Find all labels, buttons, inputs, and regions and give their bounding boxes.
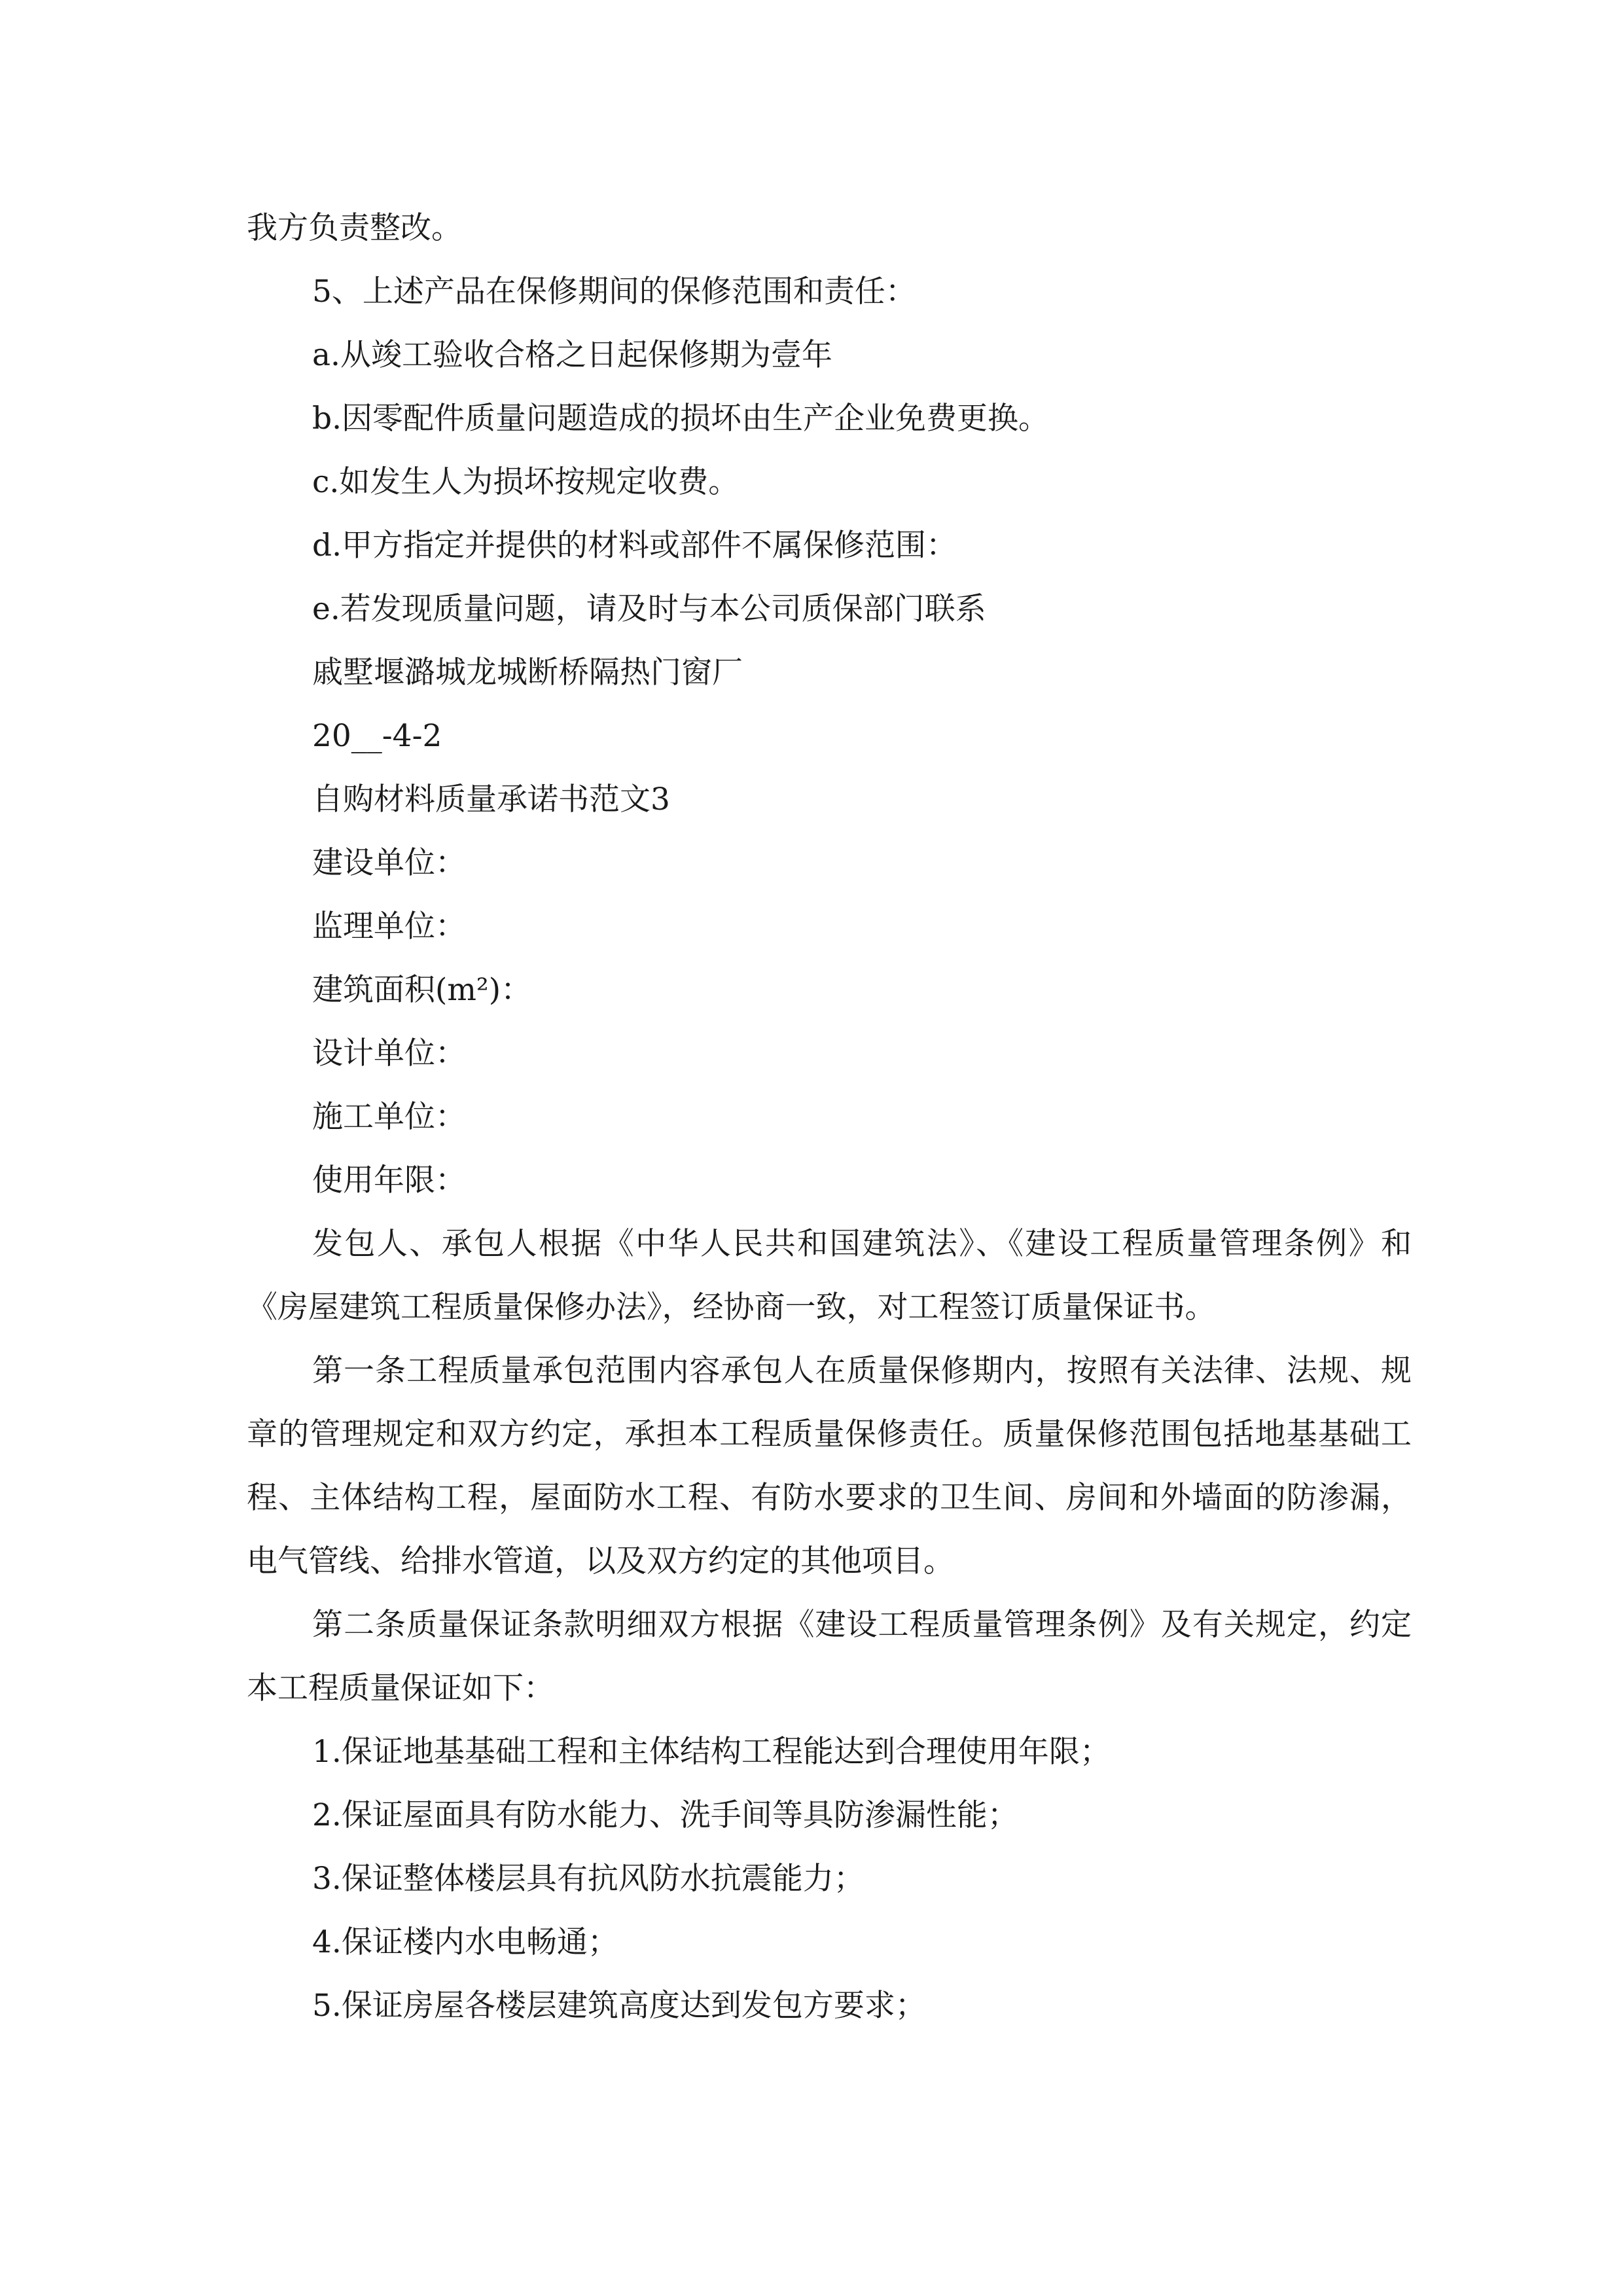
document-body — [247, 196, 1412, 2037]
field-design-unit: 设计单位： — [312, 1035, 466, 1071]
guarantee-item-5: 5.保证房屋各楼层建筑高度达到发包方要求； — [312, 1988, 926, 2024]
warranty-item-e: e.若发现质量问题，请及时与本公司质保部门联系 — [312, 591, 986, 627]
field-builder-unit: 施工单位： — [312, 1099, 466, 1135]
field-supervision-unit: 监理单位： — [312, 908, 466, 944]
guarantee-item-2: 2.保证屋面具有防水能力、洗手间等具防渗漏性能； — [312, 1797, 1018, 1833]
signature-date: 20__-4-2 — [312, 718, 442, 754]
field-construction-unit: 建设单位： — [312, 845, 466, 881]
guarantee-item-4: 4.保证楼内水电畅通； — [312, 1924, 618, 1960]
warranty-item-c: c.如发生人为损坏按规定收费。 — [312, 464, 740, 500]
section-title: 自购材料质量承诺书范文3 — [312, 781, 670, 817]
warranty-item-d: d.甲方指定并提供的材料或部件不属保修范围： — [312, 528, 957, 564]
field-building-area: 建筑面积(m²)： — [312, 972, 532, 1008]
text-line: 我方负责整改。 — [247, 210, 462, 246]
guarantee-item-3: 3.保证整体楼层具有抗风防水抗震能力； — [312, 1861, 865, 1897]
article-two-paragraph: 第二条质量保证条款明细双方根据《建设工程质量管理条例》及有关规定，约定本工程质量保证如下： — [247, 1607, 1412, 1706]
warranty-item-b: b.因零配件质量问题造成的损坏由生产企业免费更换。 — [312, 401, 1050, 437]
field-service-life: 使用年限： — [312, 1162, 466, 1198]
company-signature: 戚墅堰潞城龙城断桥隔热门窗厂 — [312, 655, 743, 691]
warranty-scope-heading: 5、上述产品在保修期间的保修范围和责任： — [312, 274, 916, 310]
warranty-item-a: a.从竣工验收合格之日起保修期为壹年 — [312, 337, 832, 373]
guarantee-item-1: 1.保证地基基础工程和主体结构工程能达到合理使用年限； — [312, 1734, 1111, 1770]
article-one-paragraph: 第一条工程质量承包范围内容承包人在质量保修期内，按照有关法律、法规、规章的管理规定和双方约定，承担本工程质量保修责任。质量保修范围包括地基基础工程、主体结构工程，屋面防水工程、有防水要求的卫生间、房间和外墙面的防渗漏，电气管线、给排水管道，以及双方约定的其他项目。 — [247, 1353, 1412, 1579]
intro-paragraph: 发包人、承包人根据《中华人民共和国建筑法》、《建设工程质量管理条例》和《房屋建筑工程质量保修办法》，经协商一致，对工程签订质量保证书。 — [247, 1226, 1412, 1325]
